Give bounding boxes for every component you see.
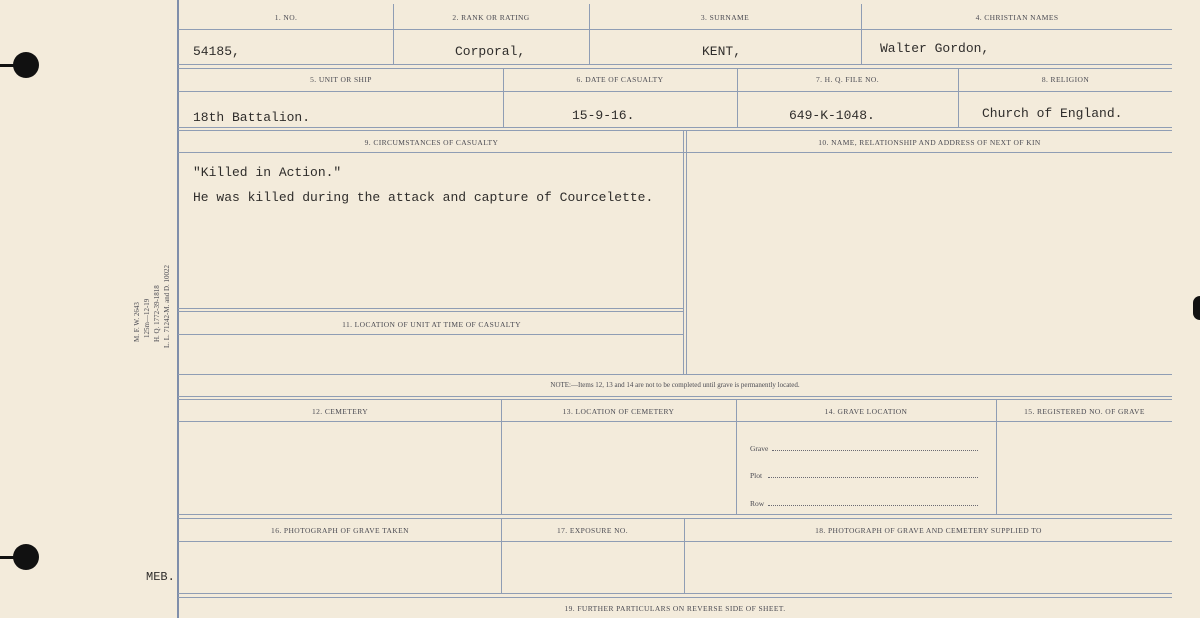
value-number: 54185, bbox=[193, 44, 240, 59]
header-surname: 3. SURNAME bbox=[700, 13, 750, 22]
grave-field-label: Grave bbox=[750, 444, 769, 453]
location-header-rule bbox=[178, 334, 683, 335]
header-unit: 5. UNIT OR SHIP bbox=[310, 75, 372, 84]
plot-field-label: Plot bbox=[750, 471, 763, 480]
row2-header-rule bbox=[178, 91, 1172, 92]
value-date-of-casualty: 15-9-16. bbox=[572, 108, 635, 123]
cemetery-divider-3 bbox=[996, 399, 997, 514]
header-registered-no: 15. REGISTERED NO. OF GRAVE bbox=[1024, 407, 1145, 416]
header-hq-file: 7. H. Q. FILE NO. bbox=[815, 75, 880, 84]
side-stamp-line-3: H. Q. 1772-39-1818 bbox=[153, 285, 161, 342]
header-photograph-taken: 16. PHOTOGRAPH OF GRAVE TAKEN bbox=[271, 526, 409, 535]
header-christian-names: 4. CHRISTIAN NAMES bbox=[975, 13, 1059, 22]
header-cemetery: 12. CEMETERY bbox=[311, 407, 369, 416]
location-top-rule-2 bbox=[178, 311, 683, 312]
row3-top-rule bbox=[178, 130, 1172, 131]
plot-field-line bbox=[768, 477, 978, 478]
row1-bottom-rule bbox=[178, 64, 1172, 65]
circumstances-line-1: "Killed in Action." bbox=[193, 165, 342, 180]
side-stamp-line-1: M. F. W. 2643 bbox=[133, 302, 141, 342]
photo-top-rule bbox=[178, 518, 1172, 519]
header-circumstances: 9. CIRCUMSTANCES OF CASUALTY bbox=[364, 138, 499, 147]
footer-top-rule bbox=[178, 597, 1172, 598]
grave-field-line bbox=[772, 450, 978, 451]
header-next-of-kin: 10. NAME, RELATIONSHIP AND ADDRESS OF NEXT OF KIN bbox=[818, 138, 1041, 147]
header-grave-location: 14. GRAVE LOCATION bbox=[824, 407, 908, 416]
side-stamp-line-2: 125m—12-19 bbox=[143, 298, 151, 338]
punch-hole-top bbox=[13, 52, 39, 78]
header-location-of-unit: 11. LOCATION OF UNIT AT TIME OF CASUALTY bbox=[342, 320, 521, 329]
initials: MEB. bbox=[146, 570, 175, 584]
circumstances-line-2: He was killed during the attack and capture of Courcelette. bbox=[193, 190, 654, 205]
cemetery-bottom-rule bbox=[178, 514, 1172, 515]
circumstances-right-border bbox=[683, 130, 684, 374]
header-photograph-supplied-to: 18. PHOTOGRAPH OF GRAVE AND CEMETERY SUPPLIED TO bbox=[815, 526, 1042, 535]
form-left-border bbox=[177, 0, 179, 618]
value-surname: KENT, bbox=[702, 44, 742, 59]
cemetery-divider-1 bbox=[501, 399, 502, 514]
photo-header-rule bbox=[178, 541, 1172, 542]
location-top-rule bbox=[178, 308, 683, 309]
row2-top-rule bbox=[178, 68, 1172, 69]
value-unit: 18th Battalion. bbox=[193, 110, 311, 125]
value-hq-file: 649-K-1048. bbox=[789, 108, 875, 123]
note-top-rule bbox=[178, 374, 1172, 375]
header-number: 1. NO. bbox=[274, 13, 298, 22]
cemetery-divider-2 bbox=[736, 399, 737, 514]
punch-hole-bottom-stub bbox=[0, 556, 16, 559]
punch-hole-bottom bbox=[13, 544, 39, 570]
row1-header-rule bbox=[178, 29, 1172, 30]
value-religion: Church of England. bbox=[982, 106, 1123, 121]
punch-hole-top-stub bbox=[0, 64, 16, 67]
value-christian-names: Walter Gordon, bbox=[880, 41, 990, 56]
photo-bottom-rule bbox=[178, 593, 1172, 594]
row-field-label: Row bbox=[750, 499, 765, 508]
note-text: NOTE:—Items 12, 13 and 14 are not to be completed until grave is permanently located. bbox=[550, 381, 800, 389]
header-exposure-no: 17. EXPOSURE NO. bbox=[557, 526, 628, 535]
cemetery-top-rule bbox=[178, 399, 1172, 400]
kin-left-border bbox=[686, 130, 687, 374]
header-location-of-cemetery: 13. LOCATION OF CEMETERY bbox=[562, 407, 675, 416]
header-rank: 2. RANK OR RATING bbox=[452, 13, 530, 22]
header-religion: 8. RELIGION bbox=[1041, 75, 1090, 84]
right-edge-mark bbox=[1193, 296, 1200, 320]
row3-header-rule bbox=[178, 152, 1172, 153]
note-bottom-rule bbox=[178, 396, 1172, 397]
row-field-line bbox=[768, 505, 978, 506]
side-stamp-line-4: L. L. 71242-M. and D. 10022 bbox=[163, 264, 171, 348]
value-rank: Corporal, bbox=[455, 44, 526, 59]
footer-text: 19. FURTHER PARTICULARS ON REVERSE SIDE OF SHEET. bbox=[564, 604, 786, 613]
row2-bottom-rule bbox=[178, 127, 1172, 128]
cemetery-header-rule bbox=[178, 421, 1172, 422]
header-date-of-casualty: 6. DATE OF CASUALTY bbox=[576, 75, 664, 84]
